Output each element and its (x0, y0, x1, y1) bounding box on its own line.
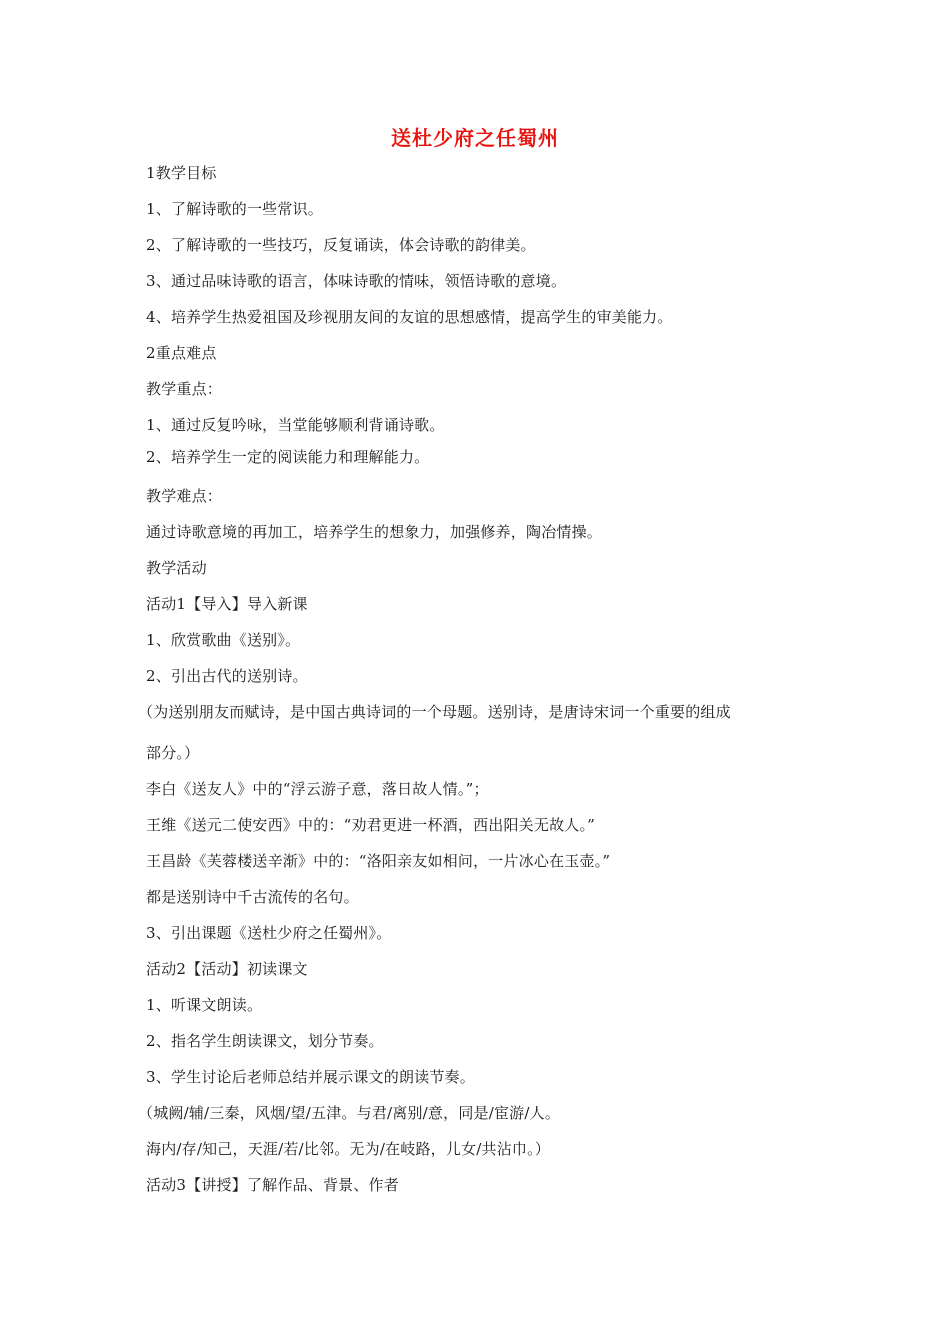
activity-step: 1、欣赏歌曲《送别》。 (146, 631, 301, 649)
activity-step: 2、指名学生朗读课文，划分节奏。 (146, 1032, 384, 1050)
activity-step: 3、学生讨论后老师总结并展示课文的朗读节奏。 (146, 1068, 475, 1086)
rhythm-line: （城阙/辅/三秦，风烟/望/五津。与君/离别/意，同是/宦游/人。 (138, 1104, 561, 1122)
activity-heading: 活动1【导入】导入新课 (146, 595, 308, 613)
objective-item: 1、了解诗歌的一些常识。 (146, 200, 323, 218)
difficulty-item: 通过诗歌意境的再加工，培养学生的想象力，加强修养，陶冶情操。 (146, 523, 603, 541)
activity-heading: 活动2【活动】初读课文 (146, 960, 308, 978)
paragraph-line: 都是送别诗中千古流传的名句。 (146, 888, 359, 906)
rhythm-line: 海内/存/知己，天涯/若/比邻。无为/在岐路，儿女/共沾巾。） (146, 1140, 551, 1158)
activity-step: 3、引出课题《送杜少府之任蜀州》。 (146, 924, 392, 942)
activity-step: 1、听课文朗读。 (146, 996, 263, 1014)
activity-step: 2、引出古代的送别诗。 (146, 667, 308, 685)
objective-item: 4、培养学生热爱祖国及珍视朋友间的友谊的思想感情，提高学生的审美能力。 (146, 308, 673, 326)
paragraph-line: （为送别朋友而赋诗，是中国古典诗词的一个母题。送别诗，是唐诗宋词一个重要的组成 (138, 703, 731, 721)
subheading-difficulties: 教学难点： (146, 487, 223, 505)
section-heading-activities: 教学活动 (146, 559, 207, 577)
quote-line: 李白《送友人》中的“浮云游子意，落日故人情。”； (146, 780, 489, 798)
quote-line: 王昌龄《芙蓉楼送辛渐》中的：“洛阳亲友如相问，一片冰心在玉壶。” (146, 852, 611, 870)
objective-item: 2、了解诗歌的一些技巧，反复诵读，体会诗歌的韵律美。 (146, 236, 536, 254)
key-point-item: 1、通过反复吟咏，当堂能够顺利背诵诗歌。 (146, 416, 445, 434)
document-title: 送杜少府之任蜀州 (391, 126, 559, 150)
subheading-key-points: 教学重点： (146, 380, 223, 398)
quote-line: 王维《送元二使安西》中的：“劝君更进一杯酒，西出阳关无故人。” (146, 816, 596, 834)
objective-item: 3、通过品味诗歌的语言，体味诗歌的情味，领悟诗歌的意境。 (146, 272, 567, 290)
section-heading-objectives: 1教学目标 (146, 164, 217, 182)
activity-heading: 活动3【讲授】了解作品、背景、作者 (146, 1176, 399, 1194)
section-heading-key-points: 2重点难点 (146, 344, 217, 362)
paragraph-line: 部分。） (146, 744, 200, 762)
key-point-item: 2、培养学生一定的阅读能力和理解能力。 (146, 448, 430, 466)
